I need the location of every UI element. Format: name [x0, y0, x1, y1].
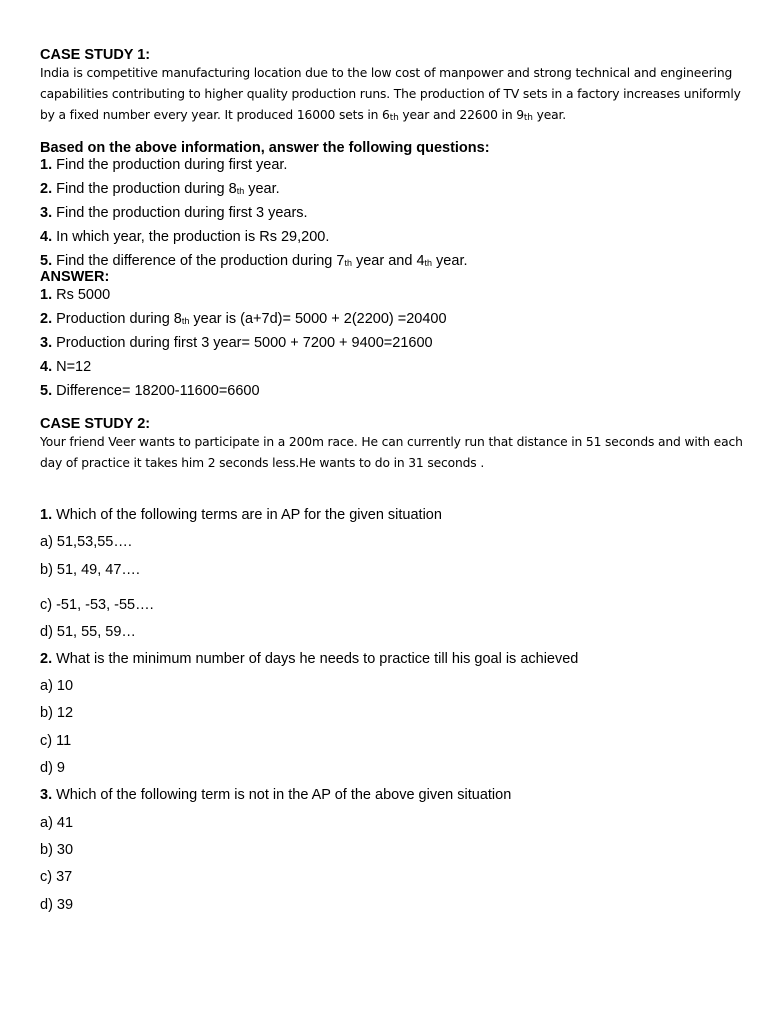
answer-number: 3. [40, 335, 53, 351]
question-text: What is the minimum number of days he needs to practice till his goal is achieved [52, 651, 579, 667]
answer-number: 4. [40, 359, 53, 375]
mcq-question-1 [40, 506, 728, 524]
option: d) 39 [40, 897, 74, 913]
case-study-1-para-line [40, 106, 728, 126]
answer-text: year is (a+7d)= 5000 + 2(2200) =20400 [189, 311, 447, 327]
questions-prompt: Based on the above information, answer the following questions: [40, 140, 490, 156]
ordinal-suffix: th [389, 113, 399, 123]
option: a) 41 [40, 815, 74, 831]
option: d) 9 [40, 760, 65, 776]
answer-1 [40, 286, 728, 304]
question-number: 4. [40, 229, 53, 245]
answer-heading: ANSWER: [40, 269, 110, 285]
question-4 [40, 228, 728, 246]
option: b) 51, 49, 47…. [40, 562, 140, 578]
option: c) -51, -53, -55…. [40, 597, 154, 613]
para-text: year and 22600 in 9 [398, 108, 524, 122]
case-study-1-para-line: capabilities contributing to higher quality production runs. The production of TV sets in a factory increases uniformly [40, 87, 741, 101]
question-number: 3. [40, 205, 53, 221]
option: c) 37 [40, 869, 73, 885]
question-text: In which year, the production is Rs 29,200. [52, 229, 330, 245]
answer-4 [40, 358, 728, 376]
ordinal-suffix: th [523, 113, 533, 123]
ordinal-suffix: th [344, 258, 352, 268]
answer-text: Rs 5000 [52, 287, 111, 303]
para-text: year. [532, 108, 567, 122]
answer-text: Difference= 18200-11600=6600 [52, 383, 260, 399]
case-study-1-para-line: India is competitive manufacturing location due to the low cost of manpower and strong technical and engineering [40, 66, 733, 80]
question-number: 2. [40, 651, 53, 667]
answer-5 [40, 382, 728, 400]
question-number: 2. [40, 181, 53, 197]
question-text: year and 4 [351, 253, 425, 269]
question-number: 1. [40, 507, 53, 523]
ordinal-suffix: th [424, 258, 433, 268]
question-text: Find the difference of the production during 7 [52, 253, 345, 269]
case-study-2-para-line: Your friend Veer wants to participate in a 200m race. He can currently run that distance in 51 seconds and with each [40, 435, 743, 449]
mcq-question-2 [40, 650, 728, 668]
case-study-2-title: CASE STUDY 2: [40, 416, 151, 432]
question-text: Find the production during first 3 years. [52, 205, 308, 221]
option: a) 51,53,55…. [40, 534, 132, 550]
answer-2 [40, 310, 728, 329]
question-text: Which of the following term is not in the AP of the above given situation [52, 787, 512, 803]
option: a) 10 [40, 678, 74, 694]
answer-text: Production during first 3 year= 5000 + 7200 + 9400=21600 [52, 335, 433, 351]
para-text: by a fixed number every year. It produced 16000 sets in 6 [40, 108, 390, 122]
question-3 [40, 204, 728, 222]
question-text: Find the production during first year. [52, 157, 288, 173]
answer-number: 1. [40, 287, 53, 303]
question-text: year. [244, 181, 280, 197]
case-study-1-title: CASE STUDY 1: [40, 47, 151, 63]
ordinal-suffix: th [236, 186, 245, 196]
mcq-question-3 [40, 786, 728, 804]
option: c) 11 [40, 733, 72, 749]
question-text: year. [432, 253, 468, 269]
option: b) 12 [40, 705, 74, 721]
question-text: Find the production during 8 [52, 181, 237, 197]
answer-number: 5. [40, 383, 53, 399]
answer-text: N=12 [52, 359, 92, 375]
question-number: 5. [40, 253, 53, 269]
question-number: 1. [40, 157, 53, 173]
answer-text: Production during 8 [52, 311, 182, 327]
question-text: Which of the following terms are in AP for the given situation [52, 507, 442, 523]
question-2 [40, 180, 728, 199]
answer-number: 2. [40, 311, 53, 327]
case-study-2-para-line: day of practice it takes him 2 seconds less.He wants to do in 31 seconds . [40, 456, 485, 470]
option: b) 30 [40, 842, 74, 858]
option: d) 51, 55, 59… [40, 624, 136, 640]
question-1 [40, 156, 728, 174]
answer-3 [40, 334, 728, 352]
question-number: 3. [40, 787, 53, 803]
ordinal-suffix: th [181, 316, 190, 326]
